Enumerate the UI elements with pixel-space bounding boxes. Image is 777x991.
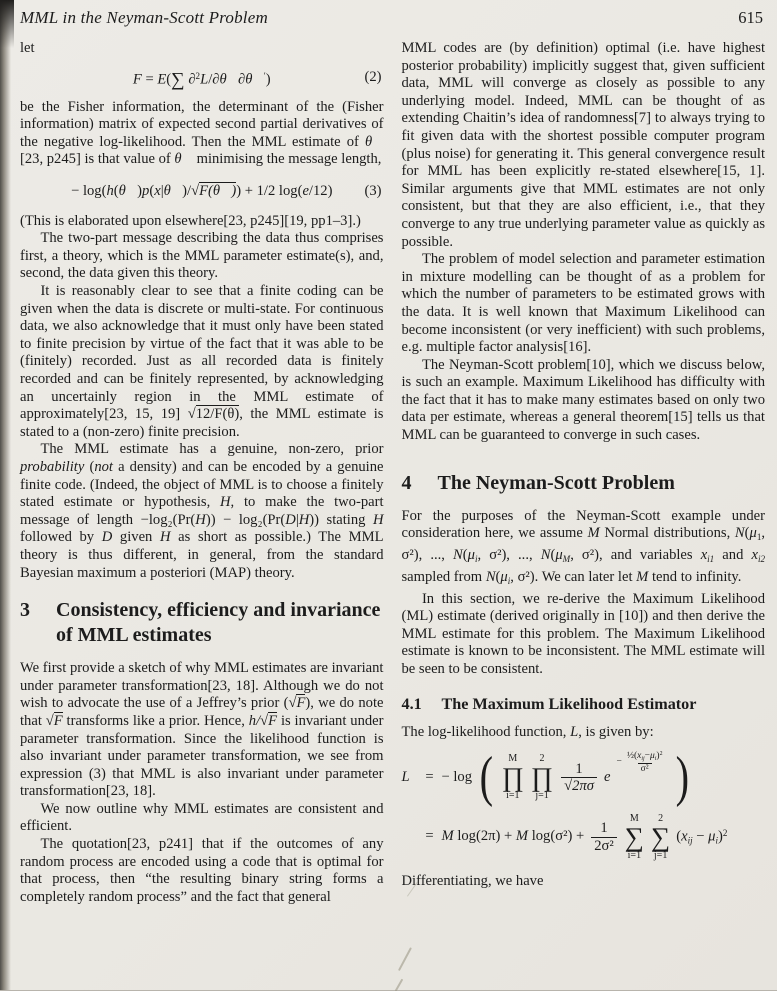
fraction-gaussian-norm: $\frac{1}{√2\pi\sigma}$: [561, 761, 597, 796]
paragraph-two-part-message: The two-part message describing the data thus comprises first, a theory, which is the MML parameter estimate(s), and, second, the data given this theory.: [20, 230, 384, 282]
exponent-fraction: $\frac{\frac{1}{2}(x_{ij}-\mu_i)^2}{\text{σ²}}$: [626, 750, 663, 774]
equation-3-number: (3): [364, 183, 382, 200]
equation-line-2: [402, 814, 766, 861]
squared-residual-term: $(x_{ij} - \mu_i)^2$: [676, 827, 728, 846]
sum-symbol: ∑: [651, 821, 671, 852]
paragraph-let: let: [20, 40, 35, 56]
euler-e: e: [603, 769, 611, 786]
section-title: Consistency, efficiency and invariance of MML estimates: [56, 599, 381, 647]
subsection-title: The Maximum Likelihood Estimator: [441, 695, 697, 714]
big-paren-open: (: [479, 746, 494, 809]
product-symbol: ∏: [501, 762, 524, 793]
equation-3: [20, 183, 384, 201]
paragraph-prior-probability: The MML estimate has a genuine, non-zero, prior probability (not a density) and can be encoded by a genuine finite code. (Indeed, the object of MML is to choose a finitely stated estimate or hypothesis, H, to make the two-part message of length −log₂(Pr(H)) − log₂(Pr(D|H)) stating H followed by D given H as short as possible.) The MML theory is thus different, in general, from the standard Bayesian maximum a posteriori (MAP) theory.: [20, 441, 384, 581]
section-heading-4: [402, 471, 766, 496]
equation-2: [20, 68, 384, 89]
right-column: [402, 40, 766, 906]
pencil-mark: [398, 947, 412, 971]
left-column: [20, 40, 384, 906]
sum-operator-i: M ∑ i=1: [624, 812, 644, 861]
equation-2-body: F = E(∑ ∂$^2$L/∂θ⃗∂θ⃗′): [132, 69, 271, 90]
page-header: [20, 8, 763, 28]
running-title: MML in the Neyman-Scott Problem: [20, 8, 268, 27]
paragraph-differentiating: Differentiating, we have: [401, 872, 544, 889]
equation-line-1: [401, 746, 766, 809]
exponent-minus: −: [616, 757, 622, 768]
sum-operator-j: 2 ∑ j=1: [651, 812, 671, 861]
paragraph-in-this-section: In this section, we re-derive the Maximum Likelihood (ML) estimate (derived originally in [10]) and then derive the MML estimate for this problem. The Maximum Likelihood estimate is known to be inconsistent. The MML estimate will be seen to be consistent.: [401, 590, 765, 677]
paragraph-neyman-scott-problem: The Neyman-Scott problem[10], which we discuss below, is such an example. Maximum Likelihood has difficulty with the fact that it has to make many estimates based on only two data per estimate, whereas a general theorem[15] tells us that MML can be guaranteed to converge in such cases.: [401, 356, 765, 444]
equals-sign: =: [425, 769, 434, 786]
section-number: 3: [20, 599, 30, 622]
subsection-number: 4.1: [401, 695, 422, 714]
fraction-one-over-2sigma2: $\frac{1}{\text{2σ²}}$: [591, 820, 617, 855]
paragraph-purposes: For the purposes of the Neyman-Scott example under consideration here, we assume M Normal distributions, $N(\mu_1$, σ²), ..., $N(\mu_i$, σ²), ..., $N(\mu_M$, σ²), and variables $x_{i1}$ and $x_{i2}$ sampled from $N(\mu_i$, σ²). We can later let M tend to infinity.: [401, 507, 766, 586]
scan-corner-shadow: [0, 0, 14, 48]
section-title: The Neyman-Scott Problem: [437, 471, 675, 494]
paragraph-elaborated: (This is elaborated upon elsewhere[23, p245][19, pp1–3].): [20, 212, 361, 229]
product-operator-i: M ∏ i=1: [501, 753, 524, 802]
equation-2-number: (2): [364, 69, 382, 86]
page-number: 615: [738, 8, 763, 27]
paragraph-fisher-information: be the Fisher information, the determinant of the (Fisher information) matrix of expected second partial derivatives of the negative log-likelihood. Then the MML estimate of θ⃗ [23, p245] is that value of θ⃗ minimising the message length,: [20, 98, 384, 168]
paragraph-model-selection: The problem of model selection and parameter estimation in mixture modelling can be thought of as a problem for which the number of parameters to be estimated grows with the data. It is well known that Maximum Likelihood can become inconsistent (or very inefficient) with such problems, e.g. multiple factor analysis[16].: [401, 251, 765, 356]
paragraph-finite-coding: It is reasonably clear to see that a finite coding can be given when the data is discrete or multi-state. For continuous data, we also acknowledge that it must only have been stated to finite precision by virtue of the fact that it was able to be (finitely) recorded. Just as all recorded data is finitely recorded and can be finitely represented, by acknowledging an uncertainly region in the MML estimate of approximately[23, 15, 19] √12/F(θ), the MML estimate is stated to a (non-zero) finite precision.: [20, 283, 384, 440]
sum-symbol: ∑: [624, 821, 644, 852]
exponent: [616, 751, 667, 776]
paragraph-outline: We now outline why MML estimates are consistent and efficient.: [20, 800, 384, 835]
line2-terms: M log(2π) + M log(σ²) +: [441, 828, 585, 845]
paragraph-mml-codes: MML codes are (by definition) optimal (i.e. have highest posterior probability) implicitly suggest that, given sufficient data, MML will converge as closely as possible to any underlying model. Indeed, MML can be thought of as extending Chaitin’s idea of randomness[7] to always trying to fit given data with the shortest possible computer program (plus noise) for generating it. This general convergence result for MML has been explicitly re-stated elsewhere[15, 1]. Similar arguments give that MML estimates are not only consistent, but that they are also efficient, i.e., that they converge to any true underlying parameter value as quickly as possible.: [401, 40, 765, 250]
minus-log: − log: [441, 769, 473, 786]
scan-edge-shadow: [0, 0, 11, 990]
two-column-body: [20, 40, 765, 906]
eq-lhs-L: L: [401, 769, 410, 786]
product-operator-j: 2 ∏ j=1: [530, 753, 554, 802]
section-heading-3: [20, 598, 384, 648]
subsection-heading-4-1: [402, 694, 766, 714]
equation-3-body: − log(h(θ⃗)p(x|θ⃗)/√F(θ⃗)) + 1/2 log(e/12): [71, 183, 333, 200]
big-paren-close: ): [675, 746, 689, 809]
paragraph-invariance: We first provide a sketch of why MML estimates are invariant under parameter transformation[23, 18]. Although we do not wish to advocate the use of a Jeffrey’s prior (√F), we do note that √F transforms like a prior. Hence, h/√F is invariant under parameter transformation. Since the likelihood function is also invariant under parameter transformation, we see from expression (3) that MML is also invariant under parameter transformation[23, 18].: [20, 660, 384, 800]
equals-sign: =: [425, 828, 434, 845]
paragraph-log-likelihood-intro: The log-likelihood function, L, is given by:: [401, 724, 654, 741]
equation-log-likelihood: [401, 746, 766, 861]
product-symbol: ∏: [530, 762, 554, 793]
pencil-mark: [395, 979, 403, 991]
paragraph-quotation: The quotation[23, p241] that if the outcomes of any random process are encoded using a code that is optimal for that process, then “the resulting binary string forms a completely random process” and the fact that general: [20, 836, 384, 905]
section-number: 4: [401, 471, 412, 494]
